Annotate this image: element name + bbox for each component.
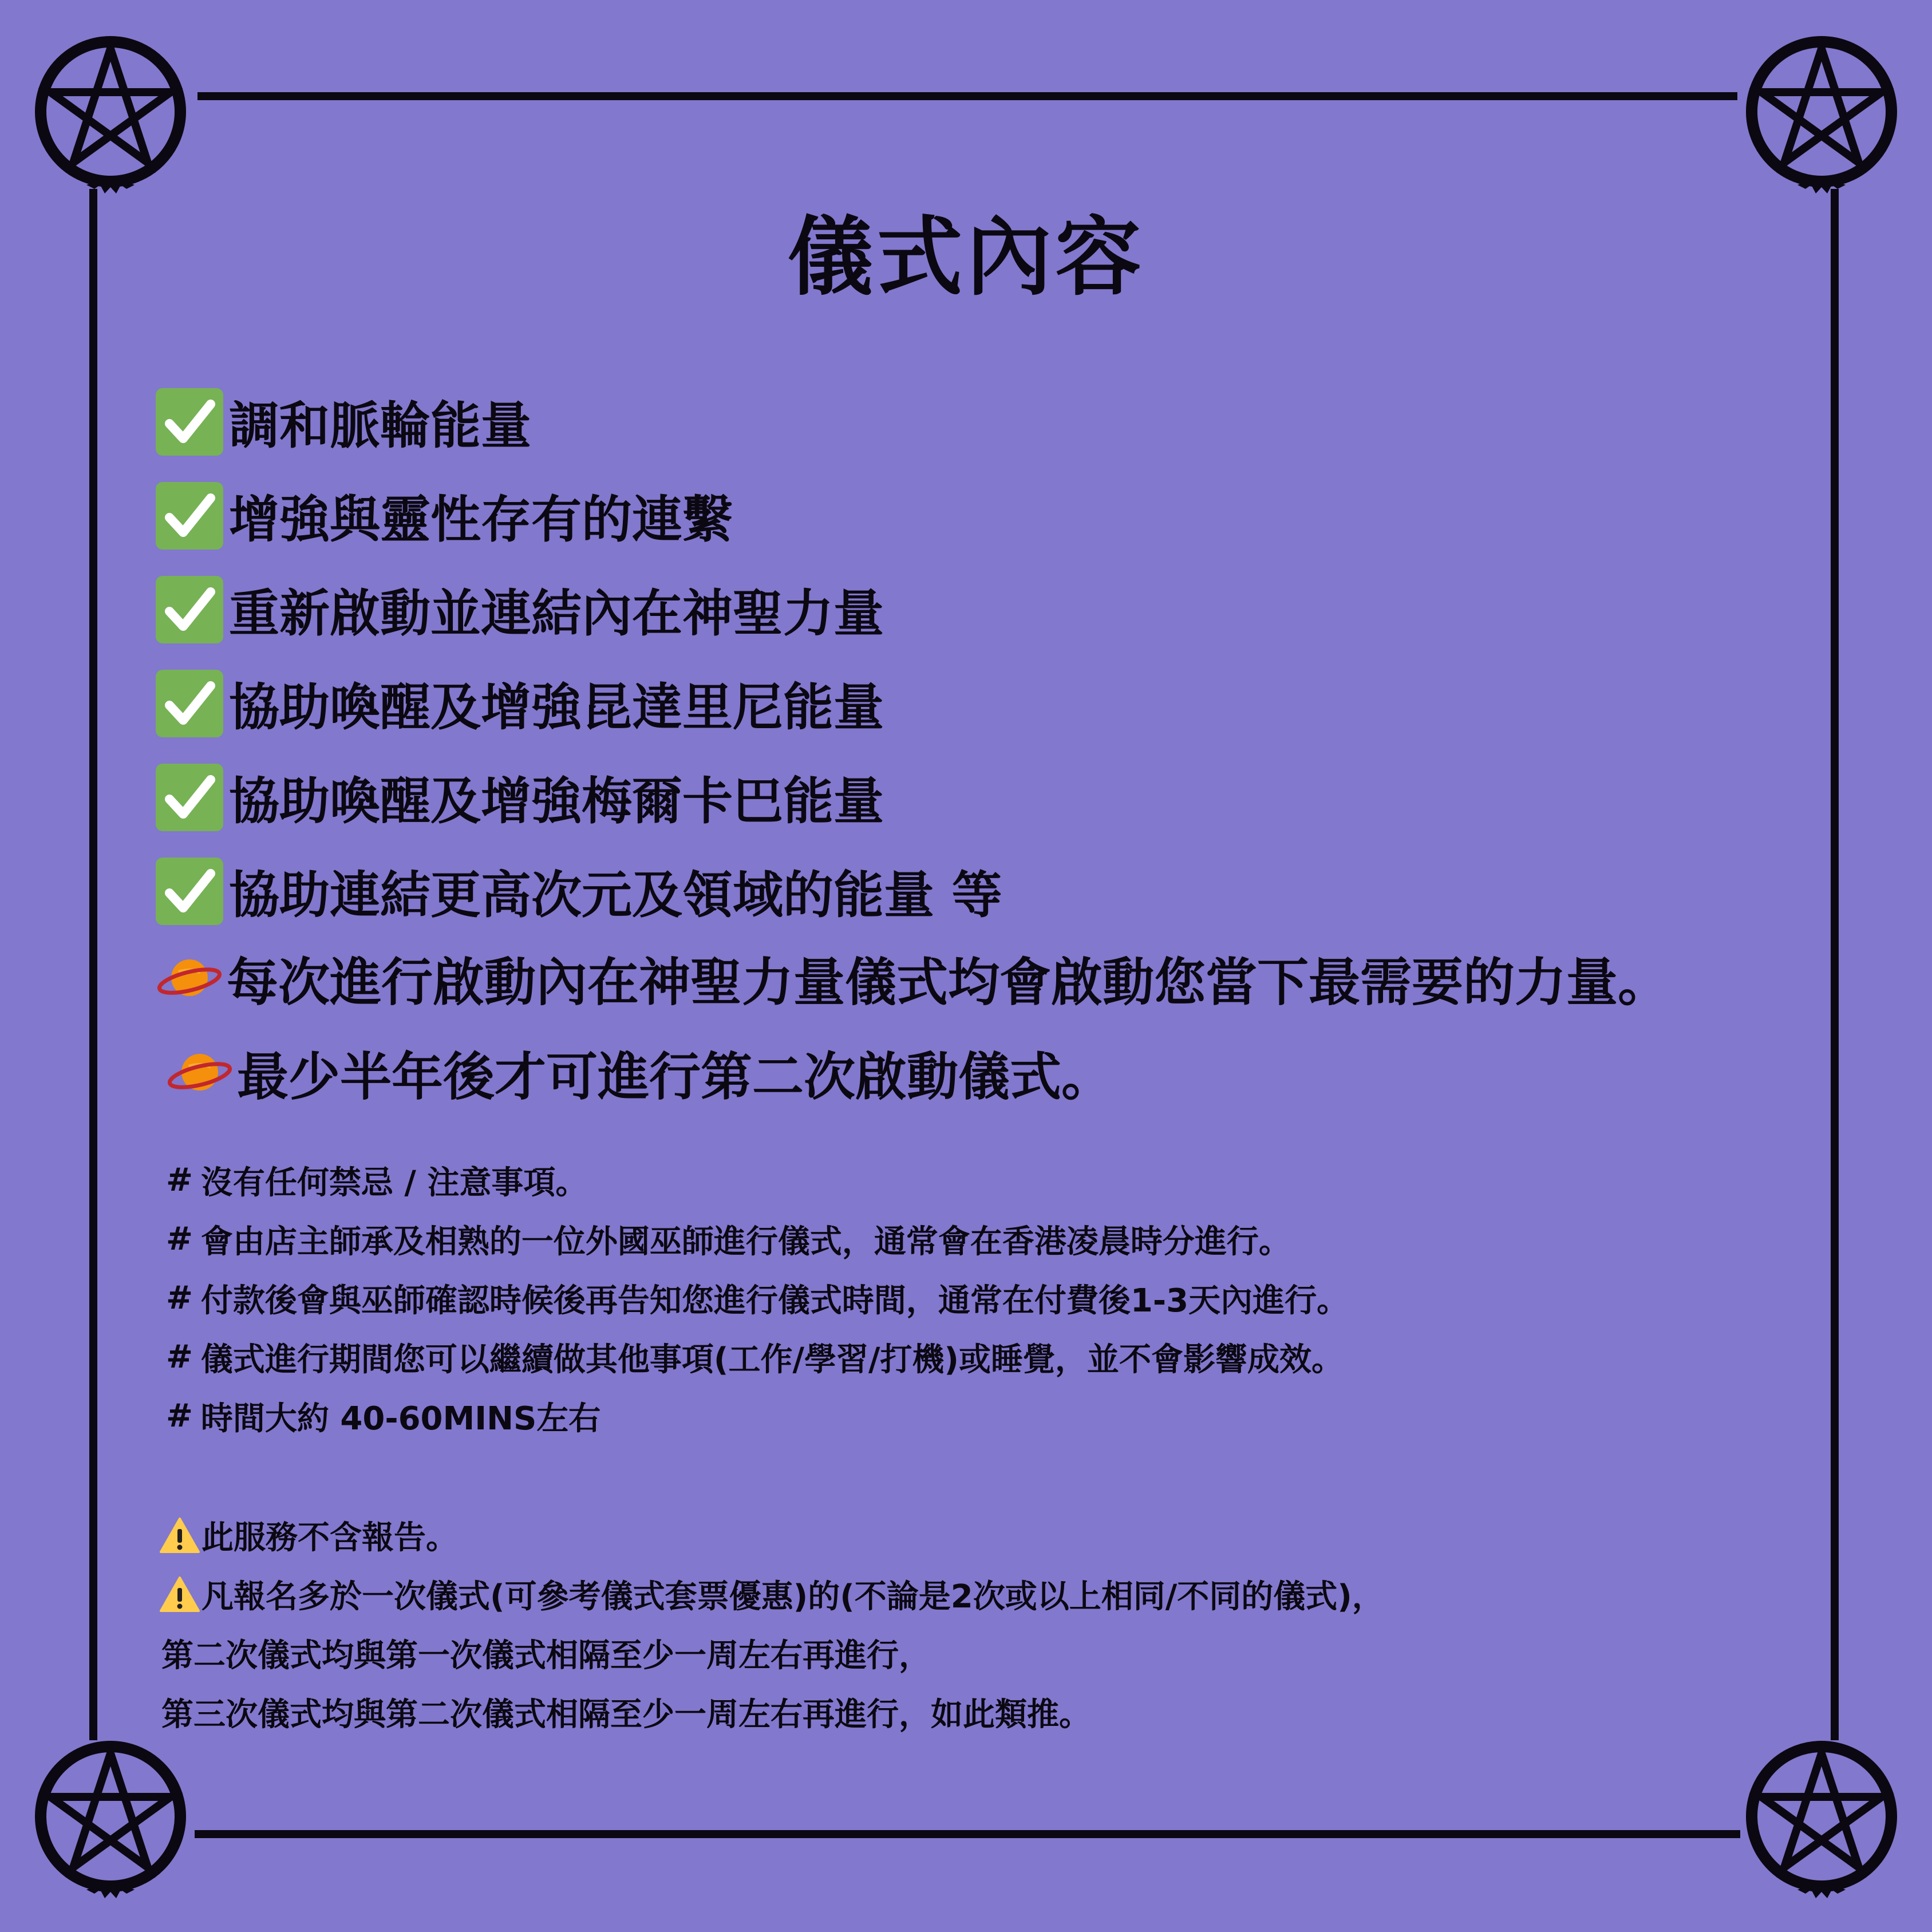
list-item-label: 時間大約 40-60MINS左右 [200, 1400, 601, 1437]
warning-sign-icon [159, 1575, 200, 1613]
hash-marker: # [166, 1161, 193, 1199]
list-item [156, 750, 1002, 844]
list-item-label: 重新啟動並連結內在神聖力量 [229, 584, 884, 643]
list-item [156, 469, 1002, 563]
list-item [166, 1327, 1349, 1386]
list-item [166, 1025, 1669, 1119]
frame-left-line [89, 189, 97, 1740]
list-item-label: 沒有任何禁忌 / 注意事項。 [200, 1164, 588, 1202]
pentagram-icon [1741, 1736, 1902, 1902]
list-item [166, 1151, 1349, 1210]
page-title: 儀式內容 [787, 208, 1145, 307]
list-item-label: 最少半年後才可進行第二次啟動儀式。 [237, 1046, 1113, 1107]
list-item [166, 1386, 1349, 1445]
list-item [156, 563, 1002, 657]
pentagram-icon [30, 1736, 191, 1902]
check-mark-button-icon [156, 388, 223, 456]
ringed-planet-icon [166, 1044, 234, 1101]
list-item-label: 調和脈輪能量 [229, 396, 532, 455]
check-mark-button-icon [156, 858, 223, 925]
list-item-label: 付款後會與巫師確認時候後再告知您進行儀式時間，通常在付費後1-3天內進行。 [200, 1282, 1349, 1319]
hash-marker: # [166, 1338, 193, 1376]
list-item-label: 儀式進行期間您可以繼續做其他事項(工作/學習/打機)或睡覺，並不會影響成效。 [200, 1341, 1344, 1378]
warning-line [159, 1564, 1384, 1623]
list-item-label: 會由店主師承及相熟的一位外國巫師進行儀式，通常會在香港凌晨時分進行。 [200, 1223, 1291, 1261]
ringed-planet-icon [156, 949, 223, 1006]
frame-bottom-line [195, 1830, 1740, 1838]
check-mark-button-icon [156, 670, 223, 737]
list-item [156, 930, 1669, 1025]
warning-text: 凡報名多於一次儀式(可參考儀式套票優惠)的(不論是2次或以上相同/不同的儀式)， [202, 1578, 1384, 1615]
hash-marker: # [166, 1279, 193, 1317]
frame-top-line [197, 92, 1737, 100]
list-item-label: 協助連結更高次元及領域的能量 等 [229, 866, 1002, 924]
warning-continuation: 第三次儀式均與第二次儀式相隔至少一周左右再進行，如此類推。 [161, 1696, 1091, 1733]
list-item-label: 增強與靈性存有的連繫 [229, 490, 733, 549]
list-item [166, 1269, 1349, 1327]
list-item [156, 844, 1002, 938]
check-mark-button-icon [156, 764, 223, 831]
list-item-label: 每次進行啟動內在神聖力量儀式均會啟動您當下最需要的力量。 [227, 952, 1669, 1013]
list-item [156, 657, 1002, 750]
ritual-benefits-list [156, 375, 1002, 938]
frame-right-line [1831, 189, 1839, 1740]
warning-text: 此服務不含報告。 [202, 1519, 458, 1556]
ritual-notes-list [156, 930, 1669, 1119]
warnings-section [159, 1506, 1384, 1741]
hash-notes-list [166, 1151, 1349, 1445]
list-item [156, 375, 1002, 469]
check-mark-button-icon [156, 576, 223, 643]
warning-sign-icon [159, 1516, 200, 1554]
list-item-label: 協助喚醒及增強昆達里尼能量 [229, 678, 884, 737]
pentagram-icon [1741, 31, 1902, 197]
list-item [166, 1210, 1349, 1269]
hash-marker: # [166, 1220, 193, 1258]
check-mark-button-icon [156, 482, 223, 550]
pentagram-icon [30, 31, 191, 197]
warning-line [159, 1506, 1384, 1564]
warning-continuation: 第二次儀式均與第一次儀式相隔至少一周左右再進行， [161, 1637, 931, 1674]
list-item-label: 協助喚醒及增強梅爾卡巴能量 [229, 772, 884, 831]
hash-marker: # [166, 1397, 193, 1435]
